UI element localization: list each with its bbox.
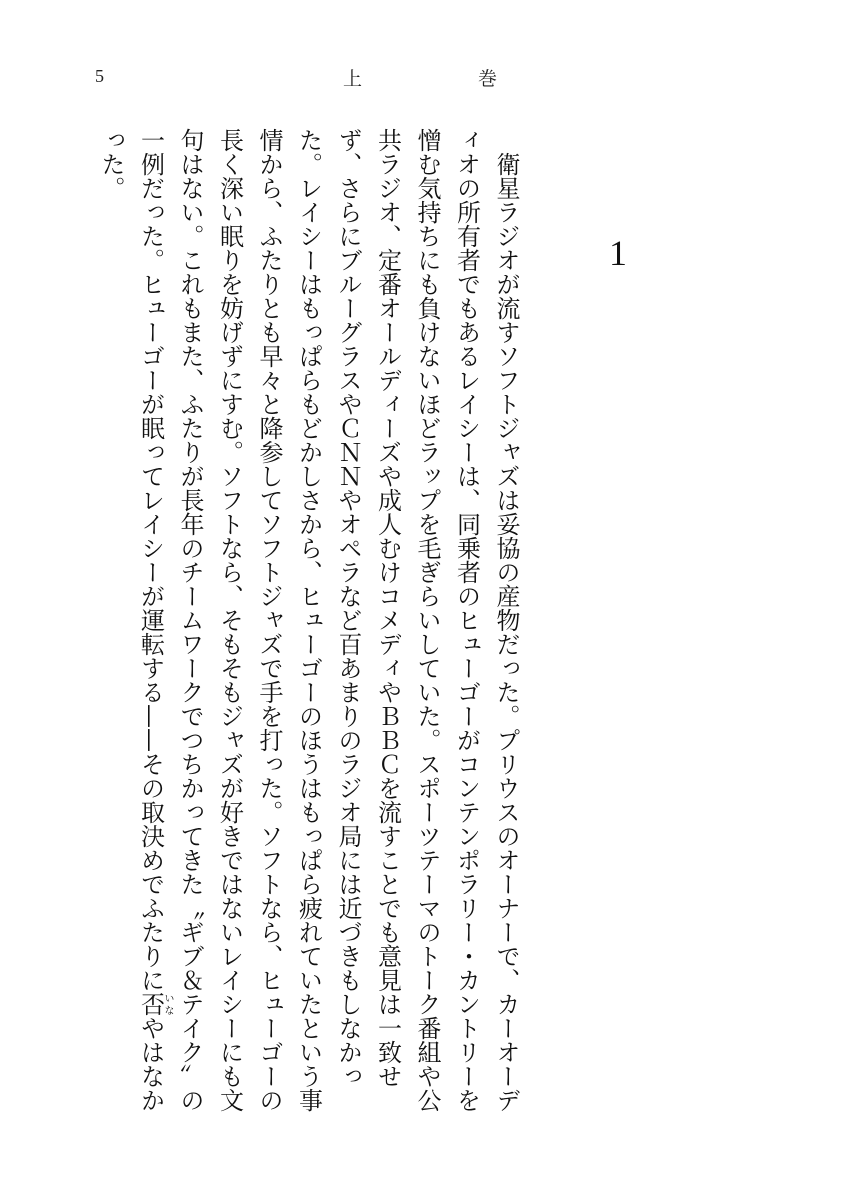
chapter-number: 1 xyxy=(609,233,627,273)
running-head-volume: 上 xyxy=(343,68,363,90)
body-text-segment-1: 衛星ラジオが流すソフトジャズは妥協の産物だった。プリウスのオーナーで、カーオーディオの所有者でもあるレイシーは、同乗者のヒューゴーがコンテンポラリー・カントリーを憎む気持ちにも負けないほどラップを毛ぎらいしていた。スポーツテーマのトーク番組や公共ラジオ、定番オールディーズや成人むけコメディやＢＢＣを流すことでも意見は一致せず、さらにブルーグラスやＣＮＮやオペラなど百あまりのラジオ局には近づきもしなかった。レイシーはもっぱらもどかしさから、ヒューゴーのほうはもっぱら疲れていたという事情から、ふたりとも早々と降参してソフトジャズで手を打った。ソフトなら、ヒューゴーの長く深い眠りを妨げずにすむ。ソフトなら、そもそもジャズが好きではないレイシーにも文句はない。これもまた、ふたりが長年のチームワークでつちかってきた〝ギブ＆テイク〟の一例だった。ヒューゴーが眠ってレイシーが運転する——その取決めでふたりに xyxy=(136,128,520,1112)
page-number: 5 xyxy=(95,66,104,86)
furigana-word xyxy=(136,992,173,1016)
body-text-segment-2: やはなかった。 xyxy=(97,128,165,1112)
body-paragraph xyxy=(91,128,526,1128)
body-text xyxy=(91,128,526,1128)
furigana-base: 否 xyxy=(136,992,165,1016)
running-head-volume-suffix: 巻 xyxy=(478,68,498,90)
furigana-reading: いな xyxy=(162,992,173,1016)
